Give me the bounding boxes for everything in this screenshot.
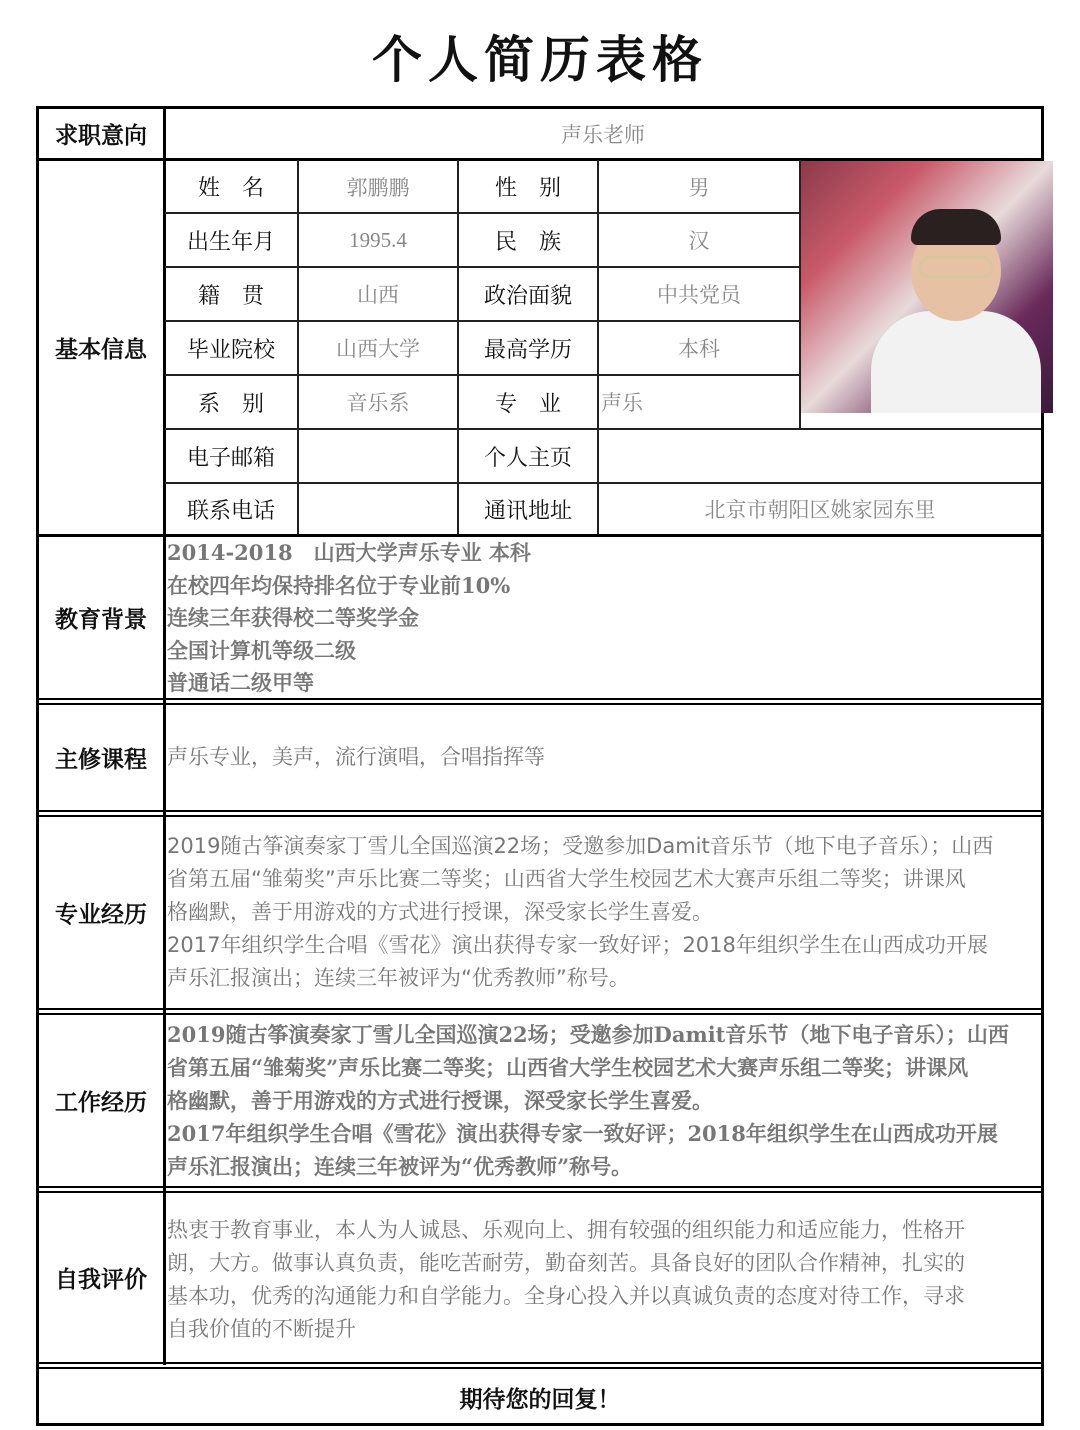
work-line: 声乐汇报演出；连续三年被评为“优秀教师”称号。 bbox=[167, 1154, 633, 1179]
work-label: 工作经历 bbox=[55, 1090, 147, 1116]
divider bbox=[39, 1362, 1041, 1369]
professional-line: 2019随古筝演奏家丁雪儿全国巡演22场；受邀参加Damit音乐节（地下电子音乐）；山西 bbox=[167, 834, 994, 858]
education-line: 全国计算机等级二级 bbox=[167, 637, 356, 663]
courses-text: 声乐专业，美声，流行演唱，合唱指挥等 bbox=[167, 745, 545, 769]
professional-line: 格幽默，善于用游戏的方式进行授课，深受家长学生喜爱。 bbox=[167, 900, 713, 924]
self-eval-label: 自我评价 bbox=[55, 1267, 147, 1293]
professional-label: 专业经历 bbox=[55, 902, 147, 928]
self-eval-line: 基本功，优秀的沟通能力和自学能力。全身心投入并以真诚负责的态度对待工作，寻求 bbox=[167, 1284, 965, 1308]
phone-value bbox=[299, 484, 457, 534]
professional-line: 省第五届“雏菊奖”声乐比赛二等奖；山西省大学生校园艺术大赛声乐组二等奖；讲课风 bbox=[167, 867, 966, 891]
email-value bbox=[299, 430, 457, 482]
education-line: 连续三年获得校二等奖学金 bbox=[167, 605, 419, 630]
native-label: 籍贯 bbox=[197, 283, 286, 309]
professional-line: 2017年组织学生合唱《雪花》演出获得专家一致好评；2018年组织学生在山西成功开展 bbox=[167, 933, 988, 957]
school-value: 山西大学 bbox=[336, 337, 420, 361]
work-line: 省第五届“雏菊奖”声乐比赛二等奖；山西省大学生校园艺术大赛声乐组二等奖；讲课风 bbox=[167, 1055, 969, 1080]
email-label: 电子邮箱 bbox=[186, 445, 275, 471]
native-value: 山西 bbox=[357, 283, 399, 307]
professional-line: 声乐汇报演出；连续三年被评为“优秀教师”称号。 bbox=[167, 966, 630, 990]
profile-photo bbox=[801, 161, 1053, 413]
resume-table bbox=[36, 106, 1044, 1426]
work-line: 格幽默，善于用游戏的方式进行授课，深受家长学生喜爱。 bbox=[167, 1088, 713, 1113]
school-label: 毕业院校 bbox=[186, 337, 275, 363]
name-value: 郭鹏鹏 bbox=[346, 175, 410, 200]
job-intention-value: 声乐老师 bbox=[561, 122, 645, 147]
basic-info-label: 基本信息 bbox=[55, 337, 147, 363]
job-intention-label: 求职意向 bbox=[55, 123, 147, 149]
degree-label: 最高学历 bbox=[483, 337, 572, 363]
self-eval-line: 朗，大方。做事认真负责，能吃苦耐劳，勤奋刻苦。具备良好的团队合作精神，扎实的 bbox=[167, 1251, 965, 1275]
political-value: 中共党员 bbox=[657, 283, 741, 307]
courses-label: 主修课程 bbox=[55, 747, 147, 773]
divider bbox=[39, 1008, 1041, 1015]
education-line: 普通话二级甲等 bbox=[167, 670, 314, 695]
photo-shirt bbox=[871, 311, 1041, 413]
ethnic-value: 汉 bbox=[688, 229, 710, 253]
major-label: 专业 bbox=[494, 391, 583, 417]
political-label: 政治面貌 bbox=[483, 283, 572, 309]
address-value: 北京市朝阳区姚家园东里 bbox=[704, 498, 936, 522]
self-eval-line: 自我价值的不断提升 bbox=[167, 1317, 356, 1341]
dept-value: 音乐系 bbox=[346, 391, 410, 415]
address-label: 通讯地址 bbox=[483, 498, 572, 524]
education-line: 在校四年均保持排名位于专业前10% bbox=[167, 572, 511, 598]
work-text bbox=[167, 1018, 1039, 1183]
homepage-value bbox=[599, 430, 1041, 482]
divider bbox=[39, 810, 1041, 817]
divider bbox=[39, 1186, 1041, 1193]
professional-text bbox=[167, 830, 1039, 995]
dept-label: 系别 bbox=[197, 391, 286, 417]
page-title: 个人简历表格 bbox=[372, 31, 708, 89]
education-text bbox=[167, 537, 1039, 700]
birth-label: 出生年月 bbox=[186, 229, 275, 255]
degree-value: 本科 bbox=[678, 337, 720, 361]
birth-value: 1995.4 bbox=[349, 227, 407, 252]
major-value: 声乐 bbox=[601, 391, 643, 415]
gender-value: 男 bbox=[688, 175, 710, 200]
self-eval-line: 热衷于教育事业，本人为人诚恳、乐观向上、拥有较强的组织能力和适应能力，性格开 bbox=[167, 1218, 965, 1242]
work-line: 2017年组织学生合唱《雪花》演出获得专家一致好评；2018年组织学生在山西成功开展 bbox=[167, 1121, 998, 1146]
footer-message: 期待您的回复！ bbox=[459, 1386, 621, 1413]
self-eval-text bbox=[167, 1214, 1039, 1346]
photo-glasses bbox=[919, 256, 993, 278]
homepage-label: 个人主页 bbox=[483, 445, 572, 471]
education-label: 教育背景 bbox=[55, 607, 147, 633]
name-label: 姓名 bbox=[197, 176, 286, 201]
phone-label: 联系电话 bbox=[186, 498, 275, 524]
work-line: 2019随古筝演奏家丁雪儿全国巡演22场；受邀参加Damit音乐节（地下电子音乐）；山西 bbox=[167, 1022, 1009, 1047]
education-line: 2014-2018 山西大学声乐专业 本科 bbox=[167, 540, 531, 565]
ethnic-label: 民族 bbox=[494, 229, 583, 255]
photo-hair bbox=[911, 209, 1001, 245]
gender-label: 性别 bbox=[494, 176, 583, 201]
